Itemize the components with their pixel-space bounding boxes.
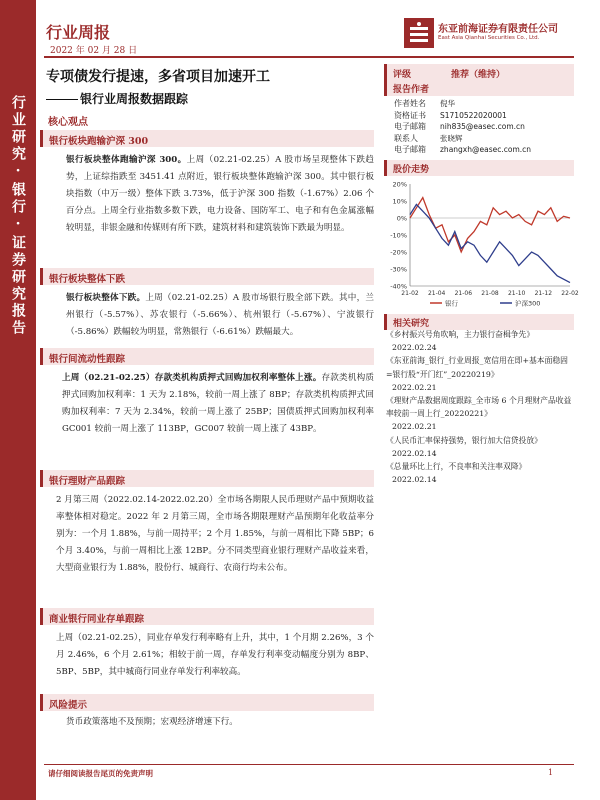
logo-name-cn: 东亚前海证券有限责任公司 bbox=[438, 24, 558, 35]
y-tick-label: 10% bbox=[392, 197, 407, 206]
section-heading: 银行间流动性跟踪 bbox=[40, 348, 374, 365]
legend-label: 银行 bbox=[445, 299, 458, 308]
chart-section-heading: 股价走势 bbox=[384, 160, 574, 176]
y-tick-label: -30% bbox=[390, 265, 407, 274]
section-paragraph: 2 月第三周（2022.02.14-2022.02.20）全市场各期限人民币理财产品中预期收益率整体相对稳定。2022 年 2 月第三周，全市场各期限理财产品预期年化收益率分别为：一个月 1.88%，与前一周持平；2 个月 1.85%，与前一周相比下降 5BP；6 个月 3.40%，与前一周相比上涨 12BP。分不同类型商业银行理财产品收益来看，大型商业银行为 1.88%，股份行、城商行、农商行均未公布。 bbox=[56, 495, 374, 573]
x-tick-label: 21-08 bbox=[481, 290, 499, 297]
y-tick-label: 20% bbox=[392, 180, 407, 189]
author-info: 作者姓名 倪华 资格证书 S1710522020001 电子邮箱 nih835@easec.com.cn 联系人 张晓辉 电子邮箱 zhangxh@easec.com.cn bbox=[394, 99, 532, 154]
related-item[interactable]: 《人民币汇率保持强势，银行加大信贷投放》 2022.02.14 bbox=[386, 435, 542, 458]
side-banner bbox=[0, 0, 36, 800]
company-logo bbox=[404, 18, 574, 52]
related-research-list bbox=[386, 328, 574, 486]
section-paragraph: 货币政策落地不及预期；宏观经济增速下行。 bbox=[66, 717, 238, 727]
related-item[interactable]: 《乡村振兴号角吹响，主力银行奋楫争先》 2022.02.24 bbox=[386, 330, 535, 353]
rating-value: 推荐（维持） bbox=[451, 70, 506, 80]
logo-name-en: East Asia Qianhai Securities Co., Ltd. bbox=[438, 35, 540, 41]
section-heading: 银行理财产品跟踪 bbox=[40, 470, 374, 487]
report-title: 专项债发行提速，多省项目加速开工 bbox=[46, 69, 270, 85]
side-banner-text: 行业研究·银行·证券研究报告 bbox=[10, 95, 26, 337]
section-paragraph: 上周（02.21-02.25）存款类机构质押式回购加权利率整体上涨。存款类机构质押式回购加权利率：1 天为 2.18%，较前一周上涨了 8BP；存款类机构质押式回购加权利率：7 天为 2.34%，较前一周上涨了 25BP；国债质押式回购加权利率 GC001 较前一周上涨了 113BP，GC007 较前一周上涨了 43BP。 bbox=[62, 373, 374, 434]
related-item[interactable]: 《总量环比上行，不良率和关注率双降》 2022.02.14 bbox=[386, 462, 527, 485]
footer-divider bbox=[44, 764, 574, 765]
section-heading: 银行板块跑输沪深 300 bbox=[40, 130, 374, 147]
y-tick-label: -10% bbox=[390, 231, 407, 240]
author-section-heading: 报告作者 bbox=[384, 80, 574, 96]
legend-label: 沪深300 bbox=[515, 299, 541, 308]
y-tick-label: -20% bbox=[390, 248, 407, 257]
x-tick-label: 21-12 bbox=[534, 290, 553, 297]
disclaimer-note: 请仔细阅读报告尾页的免责声明 bbox=[48, 769, 153, 778]
x-tick-label: 22-02 bbox=[561, 290, 579, 297]
section-paragraph: 上周（02.21-02.25），同业存单发行利率略有上升，其中，1 个月期 2.26%，3 个月 2.46%，6 个月 2.61%；相较于前一周，存单发行利率变动幅度分别为 8BP、5BP、5BP，其中城商行同业存单发行利率较高。 bbox=[56, 633, 374, 677]
section-paragraph: 银行板块整体跑输沪深 300。上周（02.21-02.25）A 股市场呈现整体下跌趋势，上证综指跌至 3451.41 点附近，银行板块整体跑输沪深 300。其中银行板块指数（中万一级）整体下跌 3.73%，低于沪深 300 指数（-1.67%）2.06 个百分点。上周全行业指数多数下跌，电力设备、国防军工、电子和有色金属涨幅较明显，非银金融和传媒则有所下跌，建筑材料和建筑装饰下跌最为明显。 bbox=[66, 155, 375, 233]
section-heading: 商业银行同业存单跟踪 bbox=[40, 608, 374, 625]
section-heading: 风险提示 bbox=[40, 694, 374, 711]
core-view-heading: 核心观点 bbox=[48, 117, 88, 128]
rating-label: 评级 bbox=[393, 70, 412, 80]
page-number: 1 bbox=[548, 768, 554, 777]
related-item[interactable]: 《理财产品数据周度跟踪_全市场 6 个月理财产品收益率较前一周上行_20220221》 2022.02.21 bbox=[386, 396, 572, 432]
x-tick-label: 21-02 bbox=[401, 290, 419, 297]
y-tick-label: 0% bbox=[396, 214, 407, 223]
section-heading: 银行板块整体下跌 bbox=[40, 268, 374, 285]
related-item[interactable]: 《东亚前海_银行_行业周报_宽信用在即+基本面稳固=银行股“开门红”_20220219》 2022.02.21 bbox=[386, 356, 568, 392]
report-subtitle: 银行业周报数据跟踪 bbox=[46, 90, 188, 107]
header-divider bbox=[44, 56, 574, 58]
x-tick-label: 21-10 bbox=[507, 290, 526, 297]
x-tick-label: 21-06 bbox=[454, 290, 473, 297]
y-tick-label: -40% bbox=[390, 282, 407, 291]
related-section-heading: 相关研究 bbox=[384, 314, 574, 330]
section-paragraph: 银行板块整体下跌。上周（02.21-02.25）A 股市场银行股全部下跌。其中，兰州银行（-5.57%）、苏农银行（-5.66%）、杭州银行（-5.67%）、宁波银行（-5.86%）跌幅较为明显，常熟银行（-6.61%）跌幅最大。 bbox=[66, 293, 374, 337]
logo-icon bbox=[404, 18, 434, 48]
report-date: 2022 年 02 月 28 日 bbox=[50, 46, 138, 56]
x-tick-label: 21-04 bbox=[427, 290, 446, 297]
price-chart bbox=[384, 178, 579, 308]
report-type: 行业周报 bbox=[46, 23, 111, 42]
